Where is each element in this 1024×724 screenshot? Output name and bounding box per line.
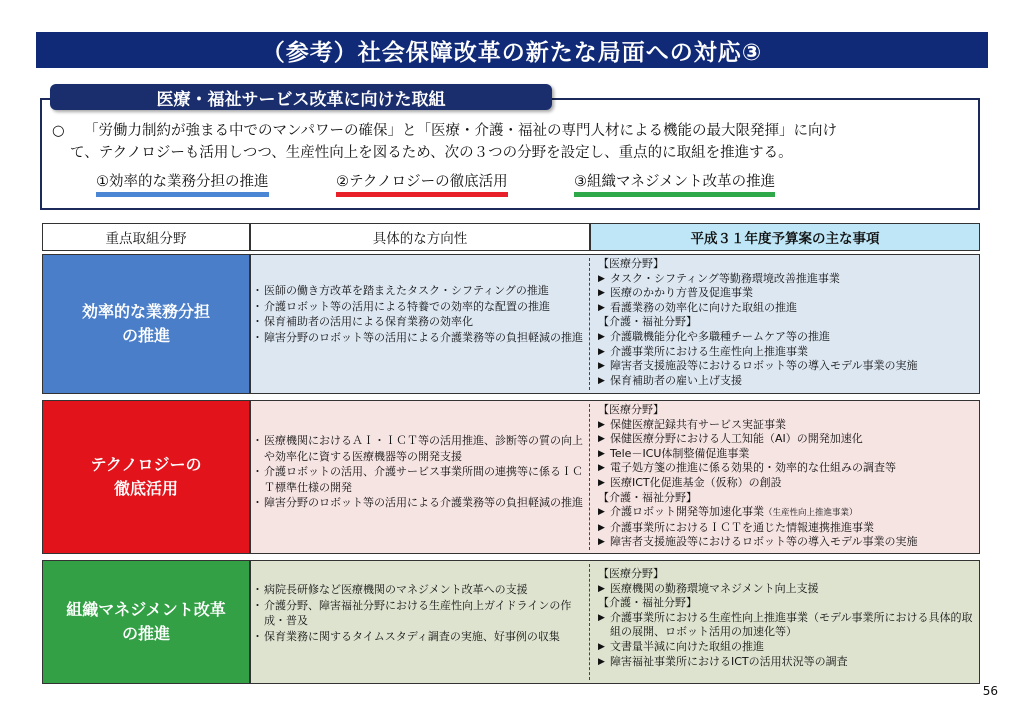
pillar-3-label: ③組織マネジメント改革の推進 [574,174,776,190]
intro-tab-label: 医療・福祉サービス改革に向けた取組 [50,84,552,110]
budget-item-text: 障害福祉事業所におけるICTの活用状況等の調査 [610,654,848,668]
row-1-label-line2: の推進 [121,326,170,345]
budget-item [598,301,978,316]
budget-item-text: 障害者支援施設等におけるロボット等の導入モデル事業の実施 [610,359,918,373]
row-2-divider [589,404,590,550]
row-2-label [42,400,250,554]
budget-item [598,640,978,655]
header-budget: 平成３１年度予算案の主な事項 [590,223,980,251]
budget-item-text: 障害者支援施設等におけるロボット等の導入モデル事業の実施 [610,535,918,549]
direction-item: ・ 介護分野、障害福祉分野における生産性向上ガイドラインの作成・普及 [254,598,588,629]
direction-item: ・ 障害分野のロボット等の活用による介護業務等の負担軽減の推進 [254,495,588,511]
budget-item [598,272,978,287]
direction-item: ・ 介護ロボット等の活用による特養での効率的な配置の推進 [254,299,588,315]
budget-category: 【医療分野】 [598,257,664,270]
budget-item-text: 介護事業所における生産性向上推進事業 [610,344,808,358]
row-3-label-line1: 組織マネジメント改革 [66,600,226,619]
row-3-label-line2: の推進 [121,624,170,643]
row-1-label [42,254,250,394]
budget-item [598,461,978,476]
row-1-budget [598,257,978,388]
budget-item [598,418,978,433]
pillar-2 [336,170,508,192]
row-2-budget [598,403,978,550]
budget-item [598,476,978,491]
budget-item-text: 文書量半減に向けた取組の推進 [610,639,764,653]
budget-item-text: 介護事業所におけるＩＣＴを通じた情報連携推進事業 [610,520,874,534]
pillar-2-underline [336,192,508,197]
budget-item [598,582,978,597]
budget-category: 【医療分野】 [598,567,664,580]
header-area: 重点取組分野 [42,223,250,251]
pillar-1-label: ①効率的な業務分担の推進 [96,174,269,190]
page-title: （参考）社会保障改革の新たな局面への対応③ [36,32,988,68]
budget-item [598,432,978,447]
row-3-directions [254,582,588,644]
budget-item-text: Tele－ICU体制整備促進事業 [610,446,750,460]
budget-item-text: タスク・シフティング等勤務環境改善推進事業 [610,271,840,285]
budget-item-text: 介護ロボット開発等加速化事業 [610,505,764,519]
budget-category: 【介護・福祉分野】 [598,596,697,610]
direction-item: ・ 障害分野のロボット等の活用による介護業務等の負担軽減の推進 [254,330,588,346]
pillar-1 [96,170,269,192]
page-number: 56 [982,684,998,698]
row-3-divider [589,564,590,680]
budget-item [598,286,978,301]
intro-bullet: ○ [52,123,65,139]
budget-category: 【介護・福祉分野】 [598,315,697,329]
pillar-3 [574,170,775,192]
budget-item-text: 医療のかかり方普及促進事業 [610,286,753,300]
direction-item: ・ 病院長研修など医療機関のマネジメント改革への支援 [254,582,588,598]
budget-item [598,505,978,521]
budget-item-text: 保健医療記録共有サービス実証事業 [610,417,786,431]
direction-item: ・ 保育業務に関するタイムスタディ調査の実施、好事例の収集 [254,629,588,645]
direction-item: ・ 保育補助者の活用による保育業務の効率化 [254,314,588,330]
budget-item-note: （生産性向上推進事業） [764,508,858,519]
direction-item: ・ 医師の働き方改革を踏まえたタスク・シフティングの推進 [254,283,588,299]
budget-category: 【介護・福祉分野】 [598,490,697,504]
row-1-label-line1: 効率的な業務分担 [81,302,210,321]
budget-item [598,655,978,670]
budget-item-text: 医療機関の勤務環境マネジメント向上支援 [610,581,819,595]
row-2-label-line2: 徹底活用 [113,479,178,498]
header-direction: 具体的な方向性 [250,223,590,251]
budget-item [598,535,978,550]
budget-item-text: 介護事業所における生産性向上推進事業（モデル事業所における具体的取組の展開、ロボット活用の加速化等） [610,610,973,639]
pillar-2-label: ②テクノロジーの徹底活用 [336,174,508,190]
direction-item: ・ 医療機関におけるＡＩ・ＩＣＴ等の活用推進、診断等の質の向上や効率化に資する医療機器等の開発支援 [254,433,588,464]
budget-item-text: 介護職機能分化や多職種チームケア等の推進 [610,329,830,343]
pillar-3-underline [574,192,775,197]
budget-item [598,330,978,345]
budget-item [598,447,978,462]
budget-item-text: 電子処方箋の推進に係る効果的・効率的な仕組みの調査等 [610,461,896,475]
direction-item: ・ 介護ロボットの活用、介護サービス事業所間の連携等に係るＩＣＴ標準仕様の開発 [254,464,588,495]
budget-item-text: 看護業務の効率化に向けた取組の推進 [610,300,797,314]
intro-text [52,120,972,164]
budget-item [598,374,978,389]
row-1-directions [254,283,588,345]
row-1-divider [589,258,590,390]
pillar-1-underline [96,192,269,197]
row-3-budget [598,567,978,669]
row-2-label-line1: テクノロジーの [90,455,202,474]
budget-item-text: 保健医療分野における人工知能（AI）の開発加速化 [610,432,863,446]
budget-item-text: 医療ICT化促進基金（仮称）の創設 [610,475,782,489]
intro-text-line2: て、テクノロジーも活用しつつ、生産性向上を図るため、次の３つの分野を設定し、重点的に取組を推進する。 [70,145,793,161]
row-3-label [42,560,250,684]
budget-item [598,611,978,640]
budget-item-text: 保育補助者の雇い上げ支援 [610,373,742,387]
budget-item [598,345,978,360]
budget-item [598,521,978,536]
budget-item [598,359,978,374]
intro-text-line1: 「労働力制約が強まる中でのマンパワーの確保」と「医療・介護・福祉の専門人材による機能の最大限発揮」に向け [84,123,837,139]
budget-category: 【医療分野】 [598,403,664,416]
row-2-directions [254,433,588,511]
